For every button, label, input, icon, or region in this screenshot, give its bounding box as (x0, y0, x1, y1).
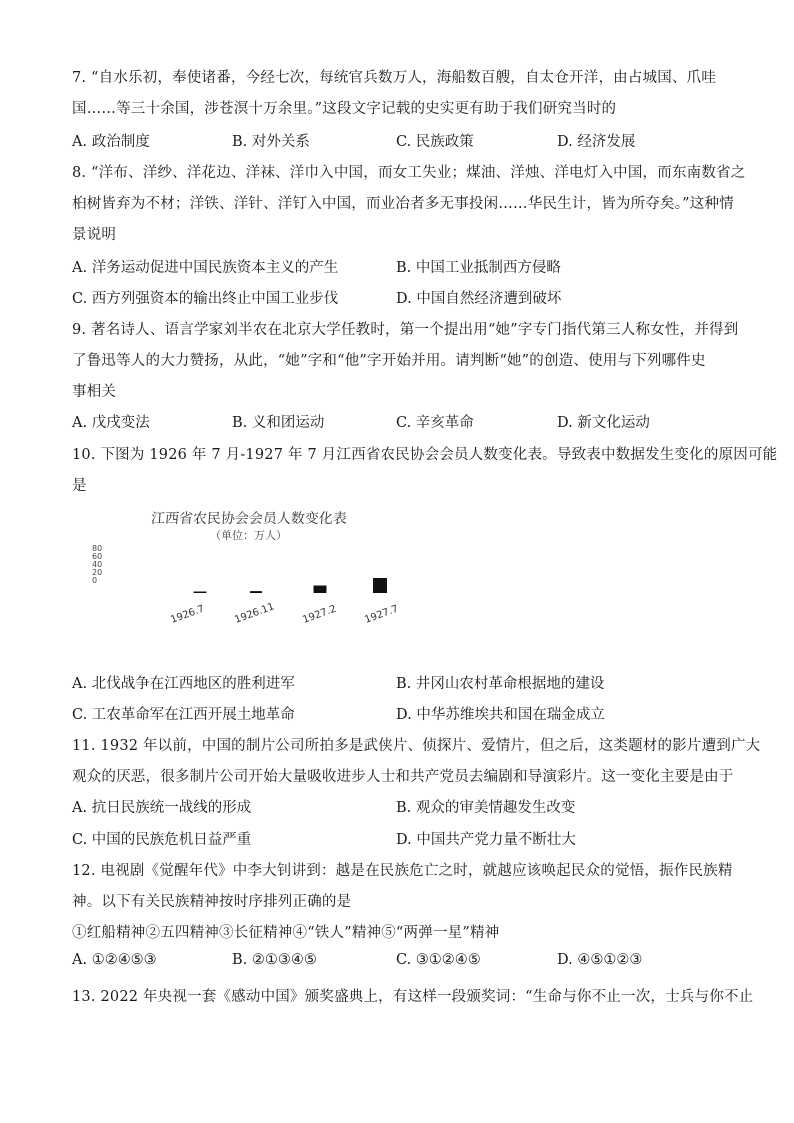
q7-option-b[interactable]: B. 对外关系 (232, 134, 310, 150)
q11-option-c[interactable]: C. 中国的民族危机日益严重 (72, 832, 252, 848)
q8-stem-line3: 景说明 (72, 227, 117, 243)
q12-option-b[interactable]: B. ②①③④⑤ (232, 952, 317, 968)
q10-stem-line1: 10. 下图为 1926 年 7 月-1927 年 7 月江西省农民协会会员人数变化表。导致表中数据发生变化的原因可能 (72, 447, 778, 463)
y-tick-label: 60 (92, 552, 103, 561)
q7-option-c[interactable]: C. 民族政策 (396, 134, 474, 150)
q12-stem-line1: 12. 电视剧《觉醒年代》中李大钊讲到：越是在民族危亡之时，就越应该唤起民众的觉悟，振作民族精 (72, 863, 733, 879)
q12-stem-line2: 神。以下有关民族精神按时序排列正确的是 (72, 894, 352, 910)
y-tick-label: 0 (92, 576, 98, 585)
q11-option-d[interactable]: D. 中国共产党力量不断壮大 (396, 832, 576, 848)
q9-option-d[interactable]: D. 新文化运动 (557, 415, 650, 431)
q12-option-c[interactable]: C. ③①②④⑤ (396, 952, 481, 968)
bar (373, 578, 387, 593)
bars-group (194, 578, 388, 593)
y-tick-label: 40 (92, 560, 103, 569)
q12-option-a[interactable]: A. ①②④⑤③ (72, 952, 157, 968)
q7-option-d[interactable]: D. 经济发展 (557, 134, 636, 150)
q8-option-c[interactable]: C. 西方列强资本的输出终止中国工业步伐 (72, 291, 339, 307)
x-tick-label: 1927.7 (363, 603, 400, 626)
q8-option-a[interactable]: A. 洋务运动促进中国民族资本主义的产生 (72, 260, 339, 276)
y-tick-label: 80 (92, 544, 103, 553)
q7-stem-line1: 7. “自水乐初，奉使诸番，今经七次，每统官兵数万人，海船数百艘，自太仓开洋，由占城国、爪哇 (72, 70, 717, 86)
q9-option-a[interactable]: A. 戊戌变法 (72, 415, 150, 431)
bar (314, 586, 327, 594)
membership-bar-chart (90, 505, 420, 645)
x-tick-label: 1927.2 (301, 603, 338, 626)
q9-option-b[interactable]: B. 义和团运动 (232, 415, 325, 431)
q7-stem-line2: 国……等三十余国，涉苍溟十万余里。”这段文字记载的史实更有助于我们研究当时的 (72, 101, 617, 117)
q8-option-b[interactable]: B. 中国工业抵制西方侵略 (396, 260, 561, 276)
q8-stem-line2: 桕树皆弃为不材；洋铁、洋针、洋钉入中国，而业冶者多无事投闲……华民生计，皆为所夺矣。”这种情 (72, 196, 734, 212)
q10-option-a[interactable]: A. 北伐战争在江西地区的胜利进军 (72, 676, 295, 692)
q10-stem-line2: 是 (72, 478, 87, 494)
q9-stem-line2: 了鲁迅等人的大力赞扬，从此，“她”字和“他”字开始并用。请判断“她”的创造、使用与下列哪件史 (72, 353, 706, 369)
chart-title: 江西省农民协会会员人数变化表 (150, 511, 348, 527)
q9-stem-line1: 9. 著名诗人、语言学家刘半农在北京大学任教时，第一个提出用“她”字专门指代第三人称女性，并得到 (72, 322, 739, 338)
q8-option-d[interactable]: D. 中国自然经济遭到破坏 (396, 291, 562, 307)
q12-option-d[interactable]: D. ④⑤①②③ (557, 952, 643, 968)
x-tick-label: 1926.11 (233, 601, 276, 626)
chart-subtitle: （单位：万人） (210, 529, 287, 542)
q7-option-a[interactable]: A. 政治制度 (72, 134, 150, 150)
q10-option-c[interactable]: C. 工农革命军在江西开展土地革命 (72, 707, 295, 723)
bar (194, 592, 207, 594)
q11-option-b[interactable]: B. 观众的审美情趣发生改变 (396, 800, 576, 816)
y-axis-ticks (92, 544, 102, 585)
q10-option-b[interactable]: B. 井冈山农村革命根据地的建设 (396, 676, 605, 692)
q9-stem-line3: 事相关 (72, 384, 117, 400)
q13-stem-line1: 13. 2022 年央视一套《感动中国》颁奖盛典上，有这样一段颁奖词：“生命与你不止一次，士兵与你不止 (72, 989, 754, 1005)
q11-option-a[interactable]: A. 抗日民族统一战线的形成 (72, 800, 252, 816)
x-tick-label: 1926.7 (169, 603, 206, 626)
q11-stem-line2: 观众的厌恶，很多制片公司开始大量吸收进步人士和共产党员去编剧和导演彩片。这一变化主要是由于 (72, 769, 734, 785)
x-axis-labels (169, 601, 400, 625)
q12-items-line: ①红船精神②五四精神③长征精神④“铁人”精神⑤“两弹一星”精神 (72, 925, 500, 941)
bar (250, 591, 262, 593)
q10-option-d[interactable]: D. 中华苏维埃共和国在瑞金成立 (396, 707, 605, 723)
q9-option-c[interactable]: C. 辛亥革命 (396, 415, 474, 431)
y-tick-label: 20 (92, 568, 103, 577)
q11-stem-line1: 11. 1932 年以前，中国的制片公司所拍多是武侠片、侦探片、爱情片，但之后，这类题材的影片遭到广大 (72, 738, 761, 754)
q8-stem-line1: 8. “洋布、洋纱、洋花边、洋袜、洋巾入中国，而女工失业；煤油、洋烛、洋电灯入中国，而东南数省之 (72, 165, 746, 181)
